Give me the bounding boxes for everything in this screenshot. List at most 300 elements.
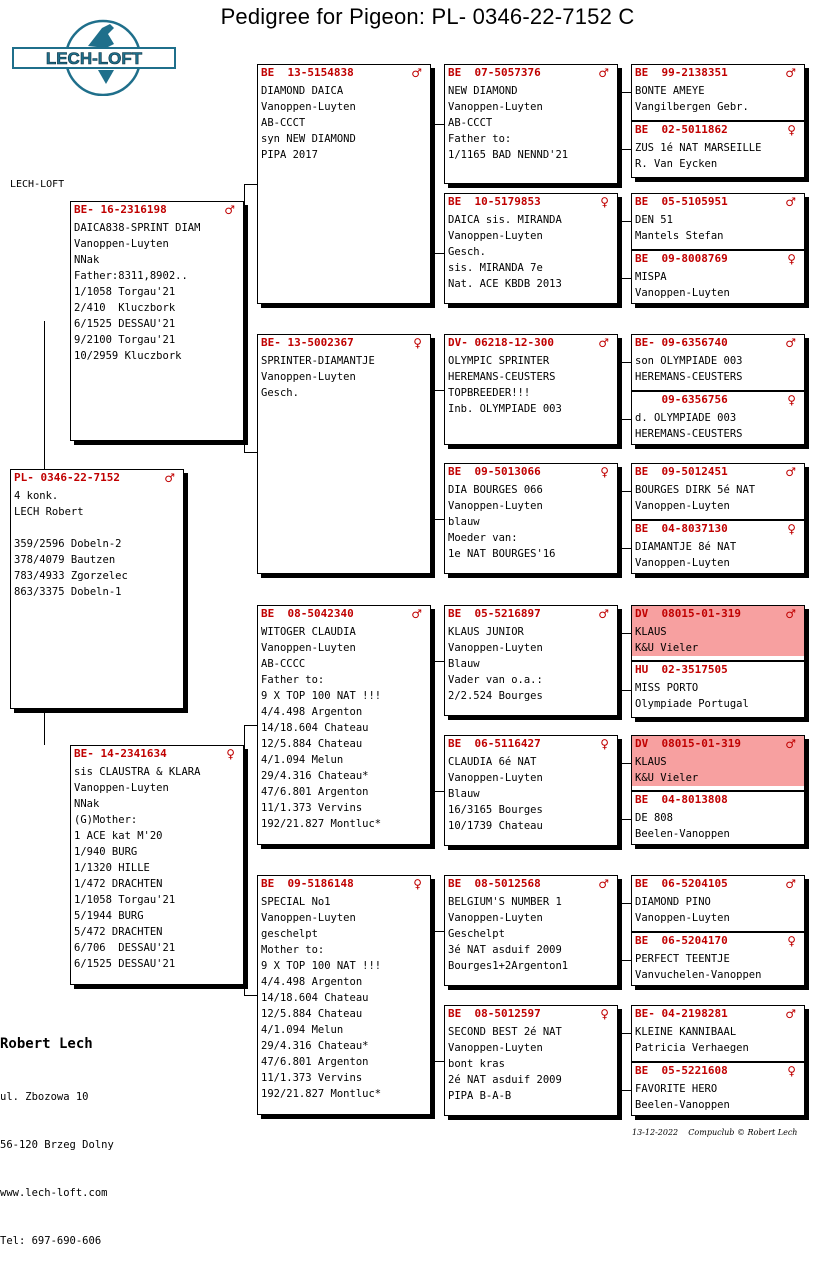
detail-line: HEREMANS-CEUSTERS bbox=[635, 428, 743, 440]
detail-line: 1e NAT BOURGES'16 bbox=[448, 548, 556, 560]
detail-line: DAICA838-SPRINT DIAM bbox=[74, 222, 201, 234]
ring-number-header bbox=[445, 876, 617, 891]
pigeon-details bbox=[632, 677, 804, 712]
ring-number-header bbox=[71, 202, 243, 217]
ring-number-header bbox=[632, 392, 804, 407]
detail-line: d. OLYMPIADE 003 bbox=[635, 412, 737, 424]
detail-line: Vanoppen-Luyten bbox=[448, 1042, 543, 1054]
pedigree-card-g4 bbox=[631, 250, 805, 304]
detail-line: LECH Robert bbox=[14, 506, 84, 518]
pedigree-card-subject bbox=[10, 469, 184, 709]
connector-line bbox=[618, 763, 619, 819]
ring-number-header bbox=[258, 876, 430, 891]
footer-credit: 13-12-2022 Compuclub © Robert Lech bbox=[632, 1128, 798, 1137]
detail-line: Vanoppen-Luyten bbox=[261, 912, 356, 924]
ring-number-header bbox=[632, 251, 804, 266]
detail-line: AB-CCCT bbox=[448, 117, 493, 129]
pigeon-details bbox=[445, 1021, 617, 1104]
detail-line: Father to: bbox=[261, 674, 325, 686]
connector-line bbox=[618, 92, 619, 149]
pedigree-card-g9 bbox=[631, 605, 805, 661]
detail-line: Vanoppen-Luyten bbox=[448, 772, 543, 784]
detail-line: KLAUS bbox=[635, 756, 667, 768]
ring-number: BE 06-5204105 bbox=[635, 877, 728, 890]
detail-line: Vanoppen-Luyten bbox=[261, 371, 356, 383]
detail-line: 14/18.604 Chateau bbox=[261, 722, 369, 734]
detail-line: WITOGER CLAUDIA bbox=[261, 626, 356, 638]
detail-line: Blauw bbox=[448, 658, 480, 670]
detail-line: 5/1944 BURG bbox=[74, 910, 144, 922]
connector-line bbox=[618, 362, 619, 419]
ring-number: BE- 09-6356740 bbox=[635, 336, 728, 349]
detail-line: syn NEW DIAMOND bbox=[261, 133, 356, 145]
pedigree-card-g6 bbox=[631, 391, 805, 445]
detail-line: 47/6.801 Argenton bbox=[261, 786, 369, 798]
connector-line bbox=[44, 709, 45, 745]
connector-line bbox=[244, 995, 257, 996]
ring-number-header bbox=[632, 1063, 804, 1078]
ring-number: BE 09-5012451 bbox=[635, 465, 728, 478]
connector-line bbox=[618, 633, 619, 690]
detail-line: 11/1.373 Vervins bbox=[261, 802, 363, 814]
pedigree-card-g15 bbox=[631, 1005, 805, 1062]
ring-number-header bbox=[632, 792, 804, 807]
detail-line: 9 X TOP 100 NAT !!! bbox=[261, 960, 382, 972]
detail-line: 378/4079 Bautzen bbox=[14, 554, 116, 566]
ring-number-header bbox=[632, 122, 804, 137]
connector-line bbox=[431, 390, 444, 391]
detail-line: geschelpt bbox=[261, 928, 318, 940]
pedigree-card-g12 bbox=[631, 791, 805, 845]
detail-line: DEN 51 bbox=[635, 214, 673, 226]
ring-number: BE 05-5221608 bbox=[635, 1064, 728, 1077]
detail-line: DIAMOND DAICA bbox=[261, 85, 344, 97]
ring-number: DV 08015-01-319 bbox=[635, 737, 741, 750]
detail-line: KLEINE KANNIBAAL bbox=[635, 1026, 737, 1038]
ring-number: BE 10-5179853 bbox=[448, 195, 541, 208]
detail-line: 9 X TOP 100 NAT !!! bbox=[261, 690, 382, 702]
female-icon: ♀ bbox=[787, 521, 796, 536]
pigeon-details bbox=[445, 479, 617, 562]
pigeon-details bbox=[632, 137, 804, 172]
detail-line: 10/2959 Kluczbork bbox=[74, 350, 182, 362]
pedigree-card-fm bbox=[257, 334, 431, 574]
detail-line: 16/3165 Bourges bbox=[448, 804, 543, 816]
ring-number-header bbox=[632, 335, 804, 350]
connector-line bbox=[431, 253, 444, 254]
ring-number-header bbox=[632, 1006, 804, 1021]
detail-line: blauw bbox=[448, 516, 480, 528]
connector-line bbox=[618, 1090, 631, 1091]
connector-line bbox=[618, 1033, 619, 1090]
detail-line: DAICA sis. MIRANDA bbox=[448, 214, 562, 226]
ring-number: BE 04-8037130 bbox=[635, 522, 728, 535]
detail-line: Vanoppen-Luyten bbox=[635, 287, 730, 299]
lech-loft-logo bbox=[10, 14, 178, 96]
detail-line: Beelen-Vanoppen bbox=[635, 1099, 730, 1111]
detail-line: AB-CCCT bbox=[261, 117, 306, 129]
owner-address bbox=[0, 1057, 114, 1281]
pedigree-card-g10 bbox=[631, 661, 805, 718]
pigeon-details bbox=[632, 1021, 804, 1056]
ring-number: BE- 14-2341634 bbox=[74, 747, 167, 760]
ring-number-header bbox=[632, 65, 804, 80]
detail-line: BONTE AMEYE bbox=[635, 85, 705, 97]
detail-line: OLYMPIC SPRINTER bbox=[448, 355, 550, 367]
owner-name: Robert Lech bbox=[0, 1036, 93, 1052]
ring-number: BE 13-5154838 bbox=[261, 66, 354, 79]
ring-number: BE 02-5011862 bbox=[635, 123, 728, 136]
pigeon-details bbox=[11, 485, 183, 600]
detail-line: 47/6.801 Argenton bbox=[261, 1056, 369, 1068]
detail-line: Vanoppen-Luyten bbox=[448, 230, 543, 242]
pedigree-card-g3 bbox=[631, 193, 805, 250]
detail-line: KLAUS bbox=[635, 626, 667, 638]
connector-line bbox=[431, 661, 444, 662]
detail-line: 4 konk. bbox=[14, 490, 59, 502]
detail-line: Geschelpt bbox=[448, 928, 505, 940]
pedigree-card-fmm bbox=[444, 463, 618, 574]
detail-line: Vanoppen-Luyten bbox=[261, 101, 356, 113]
ring-number: DV- 06218-12-300 bbox=[448, 336, 554, 349]
detail-line: Vanoppen-Luyten bbox=[448, 642, 543, 654]
detail-line: KLAUS JUNIOR bbox=[448, 626, 524, 638]
ring-number-header bbox=[632, 736, 804, 751]
owner-line: www.lech-loft.com bbox=[0, 1187, 108, 1199]
ring-number: BE- 16-2316198 bbox=[74, 203, 167, 216]
female-icon: ♀ bbox=[226, 746, 235, 761]
detail-line: 2é NAT asduif 2009 bbox=[448, 1074, 562, 1086]
pigeon-details bbox=[632, 621, 804, 656]
female-icon: ♀ bbox=[787, 392, 796, 407]
male-icon: ♂ bbox=[785, 1006, 796, 1021]
detail-line: (G)Mother: bbox=[74, 814, 138, 826]
male-icon: ♂ bbox=[785, 606, 796, 621]
detail-line: 1/1320 HILLE bbox=[74, 862, 150, 874]
ring-number-header bbox=[632, 876, 804, 891]
detail-line: 1/472 DRACHTEN bbox=[74, 878, 163, 890]
detail-line: 192/21.827 Montluc* bbox=[261, 1088, 382, 1100]
detail-line: Vader van o.a.: bbox=[448, 674, 543, 686]
pedigree-card-g11 bbox=[631, 735, 805, 791]
ring-number: BE 05-5216897 bbox=[448, 607, 541, 620]
ring-number: BE 09-8008769 bbox=[635, 252, 728, 265]
connector-line bbox=[431, 661, 432, 791]
pigeon-details bbox=[71, 761, 243, 972]
detail-line: Beelen-Vanoppen bbox=[635, 828, 730, 840]
ring-number-header bbox=[71, 746, 243, 761]
male-icon: ♂ bbox=[411, 65, 422, 80]
detail-line: 1/1165 BAD NENND'21 bbox=[448, 149, 569, 161]
ring-number-header bbox=[632, 933, 804, 948]
detail-line: 1/940 BURG bbox=[74, 846, 138, 858]
detail-line: 11/1.373 Vervins bbox=[261, 1072, 363, 1084]
pigeon-details bbox=[632, 891, 804, 926]
pigeon-details bbox=[632, 266, 804, 301]
pigeon-details bbox=[632, 80, 804, 115]
detail-line: Vangilbergen Gebr. bbox=[635, 101, 749, 113]
pigeon-details bbox=[632, 350, 804, 385]
connector-line bbox=[431, 124, 444, 125]
ring-number: DV 08015-01-319 bbox=[635, 607, 741, 620]
detail-line: 4/4.498 Argenton bbox=[261, 976, 363, 988]
detail-line: DIA BOURGES 066 bbox=[448, 484, 543, 496]
detail-line: son OLYMPIADE 003 bbox=[635, 355, 743, 367]
connector-line bbox=[431, 931, 432, 1061]
pedigree-card-ffm bbox=[444, 193, 618, 304]
pigeon-details bbox=[632, 1078, 804, 1113]
detail-line: 6/1525 DESSAU'21 bbox=[74, 318, 176, 330]
ring-number-header bbox=[445, 1006, 617, 1021]
pigeon-details bbox=[445, 621, 617, 704]
ring-number: BE 07-5057376 bbox=[448, 66, 541, 79]
connector-line bbox=[244, 184, 245, 452]
detail-line: Gesch. bbox=[261, 387, 299, 399]
connector-line bbox=[618, 903, 631, 904]
connector-line bbox=[618, 548, 631, 549]
connector-line bbox=[618, 92, 631, 93]
female-icon: ♀ bbox=[413, 876, 422, 891]
detail-line: 12/5.884 Chateau bbox=[261, 738, 363, 750]
ring-number: BE 09-5186148 bbox=[261, 877, 354, 890]
connector-line bbox=[618, 491, 631, 492]
ring-number: BE 06-5204170 bbox=[635, 934, 728, 947]
connector-line bbox=[618, 633, 631, 634]
ring-number: BE 09-5013066 bbox=[448, 465, 541, 478]
page-title: Pedigree for Pigeon: PL- 0346-22-7152 C bbox=[220, 4, 635, 29]
detail-line: Vanoppen-Luyten bbox=[448, 912, 543, 924]
ring-number-header bbox=[445, 335, 617, 350]
connector-line bbox=[431, 791, 444, 792]
pedigree-card-mff bbox=[444, 605, 618, 716]
pedigree-card-f bbox=[70, 201, 244, 441]
detail-line: 359/2596 Dobeln-2 bbox=[14, 538, 122, 550]
pedigree-card-m bbox=[70, 745, 244, 985]
detail-line: Olympiade Portugal bbox=[635, 698, 749, 710]
ring-number: BE 04-8013808 bbox=[635, 793, 728, 806]
detail-line: Moeder van: bbox=[448, 532, 518, 544]
pedigree-card-mf bbox=[257, 605, 431, 845]
ring-number-header bbox=[11, 470, 183, 485]
connector-line bbox=[618, 419, 631, 420]
pigeon-details bbox=[445, 80, 617, 163]
pigeon-details bbox=[632, 479, 804, 514]
ring-number-header bbox=[445, 464, 617, 479]
detail-line: K&U Vieler bbox=[635, 772, 699, 784]
detail-line: Vanoppen-Luyten bbox=[261, 642, 356, 654]
male-icon: ♂ bbox=[224, 202, 235, 217]
detail-line: 4/4.498 Argenton bbox=[261, 706, 363, 718]
ring-number-header bbox=[445, 194, 617, 209]
connector-line bbox=[431, 390, 432, 519]
connector-line bbox=[431, 124, 432, 253]
detail-line: Mother to: bbox=[261, 944, 325, 956]
detail-line: NNak bbox=[74, 798, 100, 810]
connector-line bbox=[618, 690, 631, 691]
pigeon-details bbox=[258, 80, 430, 163]
loft-label: LECH-LOFT bbox=[10, 179, 65, 190]
connector-line bbox=[244, 184, 257, 185]
detail-line: 6/1525 DESSAU'21 bbox=[74, 958, 176, 970]
connector-line bbox=[618, 362, 631, 363]
ring-number: 09-6356756 bbox=[635, 393, 728, 406]
female-icon: ♀ bbox=[787, 933, 796, 948]
detail-line: PIPA 2017 bbox=[261, 149, 318, 161]
ring-number: BE 06-5116427 bbox=[448, 737, 541, 750]
connector-line bbox=[618, 960, 631, 961]
connector-line bbox=[244, 725, 257, 726]
owner-info bbox=[0, 1035, 114, 1281]
detail-line: Patricia Verhaegen bbox=[635, 1042, 749, 1054]
detail-line: BOURGES DIRK 5é NAT bbox=[635, 484, 756, 496]
detail-line: bont kras bbox=[448, 1058, 505, 1070]
detail-line: Vanvuchelen-Vanoppen bbox=[635, 969, 762, 981]
ring-number-header bbox=[258, 606, 430, 621]
detail-line: NNak bbox=[74, 254, 100, 266]
detail-line: 863/3375 Dobeln-1 bbox=[14, 586, 122, 598]
ring-number-header bbox=[258, 335, 430, 350]
detail-line: 1/1058 Torgau'21 bbox=[74, 894, 176, 906]
ring-number-header bbox=[445, 65, 617, 80]
pigeon-details bbox=[445, 891, 617, 974]
owner-line: Tel: 697-690-606 bbox=[0, 1235, 102, 1247]
pedigree-card-mmm bbox=[444, 1005, 618, 1116]
detail-line: K&U Vieler bbox=[635, 642, 699, 654]
detail-line: Vanoppen-Luyten bbox=[448, 101, 543, 113]
detail-line bbox=[14, 520, 180, 536]
pigeon-details bbox=[632, 751, 804, 786]
ring-number: BE 08-5012597 bbox=[448, 1007, 541, 1020]
detail-line: SPECIAL No1 bbox=[261, 896, 331, 908]
pedigree-card-g8 bbox=[631, 520, 805, 574]
pedigree-card-g16 bbox=[631, 1062, 805, 1116]
detail-line: 4/1.094 Melun bbox=[261, 754, 344, 766]
connector-line bbox=[618, 278, 631, 279]
detail-line: Gesch. bbox=[448, 246, 486, 258]
detail-line: 14/18.604 Chateau bbox=[261, 992, 369, 1004]
ring-number-header bbox=[445, 606, 617, 621]
pigeon-details bbox=[632, 948, 804, 983]
detail-line: Vanoppen-Luyten bbox=[74, 238, 169, 250]
connector-line bbox=[618, 819, 631, 820]
male-icon: ♂ bbox=[785, 876, 796, 891]
owner-line: ul. Zbozowa 10 bbox=[0, 1091, 89, 1103]
pedigree-card-fmf bbox=[444, 334, 618, 445]
detail-line: 1 ACE kat M'20 bbox=[74, 830, 163, 842]
detail-line: AB-CCCC bbox=[261, 658, 306, 670]
male-icon: ♂ bbox=[598, 335, 609, 350]
female-icon: ♀ bbox=[413, 335, 422, 350]
detail-line: Vanoppen-Luyten bbox=[635, 912, 730, 924]
detail-line: BELGIUM'S NUMBER 1 bbox=[448, 896, 562, 908]
female-icon: ♀ bbox=[600, 464, 609, 479]
female-icon: ♀ bbox=[787, 251, 796, 266]
detail-line: Father:8311,8902.. bbox=[74, 270, 188, 282]
male-icon: ♂ bbox=[785, 194, 796, 209]
pigeon-details bbox=[632, 209, 804, 244]
detail-line: 10/1739 Chateau bbox=[448, 820, 543, 832]
ring-number: BE 05-5105951 bbox=[635, 195, 728, 208]
pedigree-card-fff bbox=[444, 64, 618, 184]
detail-line: sis CLAUSTRA & KLARA bbox=[74, 766, 201, 778]
pigeon-details bbox=[632, 536, 804, 571]
detail-line: MISS PORTO bbox=[635, 682, 699, 694]
pigeon-details bbox=[632, 407, 804, 442]
male-icon: ♂ bbox=[785, 736, 796, 751]
pedigree-card-mm bbox=[257, 875, 431, 1115]
detail-line: 2/2.524 Bourges bbox=[448, 690, 543, 702]
pigeon-details bbox=[258, 621, 430, 832]
detail-line: Vanoppen-Luyten bbox=[635, 500, 730, 512]
detail-line: CLAUDIA 6é NAT bbox=[448, 756, 537, 768]
detail-line: 12/5.884 Chateau bbox=[261, 1008, 363, 1020]
male-icon: ♂ bbox=[785, 65, 796, 80]
detail-line: DIAMOND PINO bbox=[635, 896, 711, 908]
ring-number: HU 02-3517505 bbox=[635, 663, 728, 676]
connector-line bbox=[618, 491, 619, 548]
detail-line: Vanoppen-Luyten bbox=[448, 500, 543, 512]
detail-line: 3é NAT asduif 2009 bbox=[448, 944, 562, 956]
detail-line: ZUS 1é NAT MARSEILLE bbox=[635, 142, 762, 154]
connector-line bbox=[44, 321, 45, 469]
pigeon-details bbox=[445, 350, 617, 417]
connector-line bbox=[431, 931, 444, 932]
pedigree-card-mfm bbox=[444, 735, 618, 846]
detail-line: TOPBREEDER!!! bbox=[448, 387, 531, 399]
connector-line bbox=[244, 725, 245, 995]
detail-line: SPRINTER-DIAMANTJE bbox=[261, 355, 375, 367]
owner-line: 56-120 Brzeg Dolny bbox=[0, 1139, 114, 1151]
pedigree-card-g1 bbox=[631, 64, 805, 121]
male-icon: ♂ bbox=[598, 65, 609, 80]
ring-number-header bbox=[632, 464, 804, 479]
detail-line: SECOND BEST 2é NAT bbox=[448, 1026, 562, 1038]
pigeon-details bbox=[445, 751, 617, 834]
detail-line: DE 808 bbox=[635, 812, 673, 824]
detail-line: Vanoppen-Luyten bbox=[74, 782, 169, 794]
detail-line: 4/1.094 Melun bbox=[261, 1024, 344, 1036]
pigeon-details bbox=[445, 209, 617, 292]
detail-line: Vanoppen-Luyten bbox=[635, 557, 730, 569]
detail-line: DIAMANTJE 8é NAT bbox=[635, 541, 737, 553]
connector-line bbox=[431, 1061, 444, 1062]
ring-number-header bbox=[632, 606, 804, 621]
detail-line: FAVORITE HERO bbox=[635, 1083, 718, 1095]
male-icon: ♂ bbox=[411, 606, 422, 621]
ring-number: BE 08-5042340 bbox=[261, 607, 354, 620]
detail-line: Blauw bbox=[448, 788, 480, 800]
pedigree-card-g14 bbox=[631, 932, 805, 986]
male-icon: ♂ bbox=[785, 335, 796, 350]
svg-text:LECH-LOFT: LECH-LOFT bbox=[45, 49, 143, 68]
pigeon-details bbox=[258, 350, 430, 401]
connector-line bbox=[618, 1033, 631, 1034]
detail-line: 6/706 DESSAU'21 bbox=[74, 942, 176, 954]
ring-number: BE- 13-5002367 bbox=[261, 336, 354, 349]
pedigree-card-ff bbox=[257, 64, 431, 304]
detail-line: 2/410 Kluczbork bbox=[74, 302, 176, 314]
detail-line: 29/4.316 Chateau* bbox=[261, 1040, 369, 1052]
pedigree-card-g13 bbox=[631, 875, 805, 932]
detail-line: PERFECT TEENTJE bbox=[635, 953, 730, 965]
ring-number-header bbox=[632, 662, 804, 677]
detail-line: R. Van Eycken bbox=[635, 158, 718, 170]
ring-number-header bbox=[632, 194, 804, 209]
male-icon: ♂ bbox=[785, 464, 796, 479]
detail-line: 5/472 DRACHTEN bbox=[74, 926, 163, 938]
detail-line: HEREMANS-CEUSTERS bbox=[635, 371, 743, 383]
pigeon-details bbox=[71, 217, 243, 364]
